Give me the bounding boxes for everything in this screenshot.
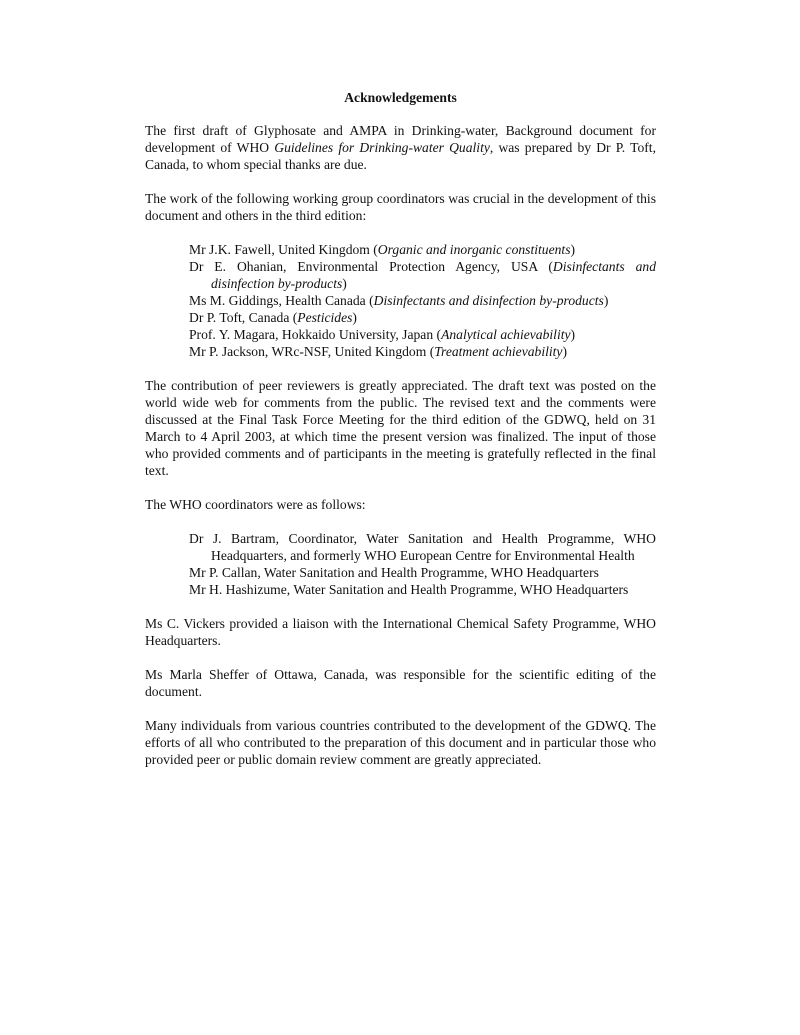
intro-guidelines-title: Guidelines for Drinking-water Quality (274, 140, 490, 155)
coordinator-name: Ms M. Giddings, Health Canada ( (189, 293, 374, 308)
working-group-item (145, 309, 656, 326)
working-group-item (145, 258, 656, 292)
vickers-paragraph: Ms C. Vickers provided a liaison with the International Chemical Safety Programme, WHO Headquarters. (145, 616, 656, 648)
coordinator-close: ) (342, 276, 347, 291)
coordinator-name: Mr P. Jackson, WRc-NSF, United Kingdom ( (189, 344, 435, 359)
working-group-list (145, 241, 656, 360)
peer-review-paragraph: The contribution of peer reviewers is greatly appreciated. The draft text was posted on the world wide web for comments from the public. The revised text and the comments were discussed at the Final Task Force Meeting for the third edition of the GDWQ, held on 31 March to 4 April 2003, at which time the present version was finalized. The input of those who provided comments and of participants in the meeting is gratefully reflected in the final text. (145, 378, 656, 478)
closing-paragraph: Many individuals from various countries contributed to the development of the GDWQ. The efforts of all who contributed to the preparation of this document and in particular those who provided peer or public domain review comment are greatly appreciated. (145, 718, 656, 767)
coordinator-close: ) (570, 242, 576, 257)
document-page (145, 89, 656, 785)
who-coordinator-item: Mr P. Callan, Water Sanitation and Health Programme, WHO Headquarters (189, 565, 599, 580)
who-coordinator-item: Mr H. Hashizume, Water Sanitation and Health Programme, WHO Headquarters (189, 582, 629, 597)
coordinator-close: ) (603, 293, 609, 308)
coordinator-role: Disinfectants and disinfection by-products (211, 259, 656, 291)
intro-paragraph (145, 122, 656, 173)
intro-text-after: , was prepared by Dr P. Toft, Canada, to whom special thanks are due. (145, 140, 656, 172)
working-group-intro: The work of the following working group coordinators was crucial in the development of this document and others in the third edition: (145, 191, 656, 223)
who-coordinator-item: Dr J. Bartram, Coordinator, Water Sanitation and Health Programme, WHO Headquarters, and formerly WHO European Centre for Environmental Health (189, 531, 656, 563)
coordinator-name: Prof. Y. Magara, Hokkaido University, Japan ( (189, 327, 442, 342)
working-group-item (145, 292, 656, 309)
coordinator-name: Dr E. Ohanian, Environmental Protection Agency, USA ( (189, 259, 553, 274)
intro-text-before: The first draft of Glyphosate and AMPA in Drinking-water, Background document for development of WHO (145, 123, 656, 155)
coordinator-role: Pesticides (297, 310, 353, 325)
sheffer-paragraph: Ms Marla Sheffer of Ottawa, Canada, was responsible for the scientific editing of the document. (145, 667, 656, 699)
who-coordinators-intro: The WHO coordinators were as follows: (145, 497, 366, 512)
coordinator-close: ) (570, 327, 576, 342)
coordinator-role: Disinfectants and disinfection by-products (373, 293, 604, 308)
coordinator-name: Mr J.K. Fawell, United Kingdom ( (189, 242, 378, 257)
working-group-item (145, 326, 656, 343)
page-title: Acknowledgements (344, 90, 457, 105)
coordinator-name: Dr P. Toft, Canada ( (189, 310, 298, 325)
working-group-item (145, 343, 656, 360)
who-coordinators-list (145, 530, 656, 598)
coordinator-role: Organic and inorganic constituents (377, 242, 571, 257)
working-group-item (145, 241, 656, 258)
coordinator-close: ) (352, 310, 357, 325)
coordinator-role: Treatment achievability (434, 344, 563, 359)
coordinator-role: Analytical achievability (441, 327, 571, 342)
coordinator-close: ) (562, 344, 567, 359)
